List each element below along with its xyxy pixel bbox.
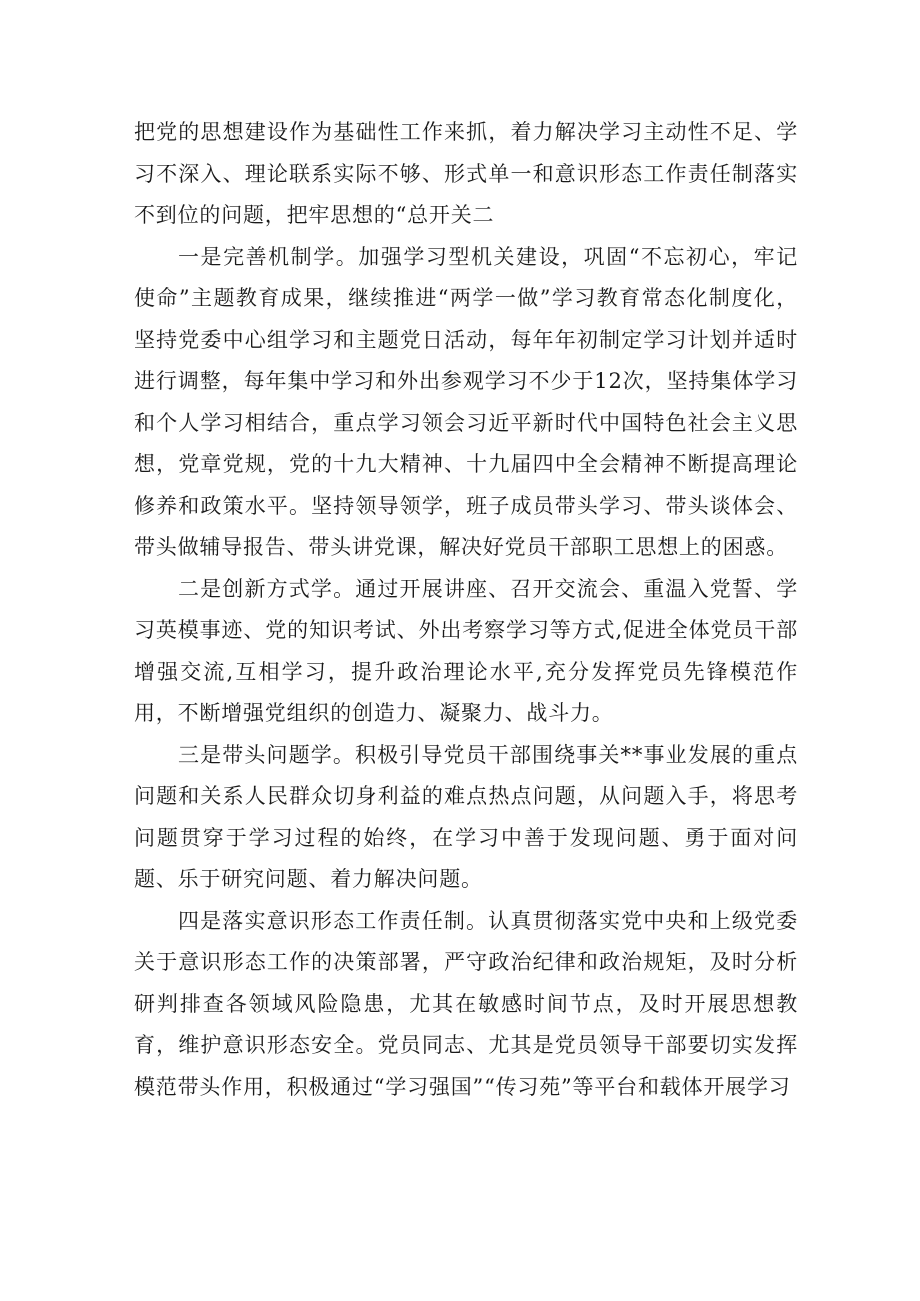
paragraph-innovation: 二是创新方式学。通过开展讲座、召开交流会、重温入党誓、学习英模事迹、党的知识考试、外出考察学习等方式,促进全体党员干部增强交流,互相学习，提升政治理论水平,充分发挥党员先锋模范作用，不断增强党组织的创造力、凝聚力、战斗力。: [134, 576, 798, 725]
paragraph-ideology: 四是落实意识形态工作责任制。认真贯彻落实党中央和上级党委关于意识形态工作的决策部署，严守政治纪律和政治规矩，及时分析研判排查各领域风险隐患，尤其在敏感时间节点，及时开展思想教育，维护意识形态安全。党员同志、尤其是党员领导干部要切实发挥模范带头作用，积极通过“学习强国”“传习苑”等平台和载体开展学习: [134, 908, 798, 1099]
paragraph-problem: 三是带头问题学。积极引导党员干部围绕事关**事业发展的重点问题和关系人民群众切身利益的难点热点问题，从问题入手，将思考问题贯穿于学习过程的始终，在学习中善于发现问题、勇于面对问题、乐于研究问题、着力解决问题。: [134, 742, 798, 891]
paragraph-intro: 把党的思想建设作为基础性工作来抓，着力解决学习主动性不足、学习不深入、理论联系实际不够、形式单一和意识形态工作责任制落实不到位的问题，把牢思想的“总开关二: [134, 120, 798, 227]
document-body: [134, 112, 798, 1108]
paragraph-mechanism: 一是完善机制学。加强学习型机关建设，巩固“不忘初心，牢记使命”主题教育成果，继续推进“两学一做”学习教育常态化制度化，坚持党委中心组学习和主题党日活动，每年年初制定学习计划并适时进行调整，每年集中学习和外出参观学习不少于12次，坚持集体学习和个人学习相结合，重点学习领会习近平新时代中国特色社会主义思想，党章党规，党的十九大精神、十九届四中全会精神不断提高理论修养和政策水平。坚持领导领学，班子成员带头学习、带头谈体会、带头做辅导报告、带头讲党课，解决好党员干部职工思想上的困惑。: [134, 244, 798, 559]
